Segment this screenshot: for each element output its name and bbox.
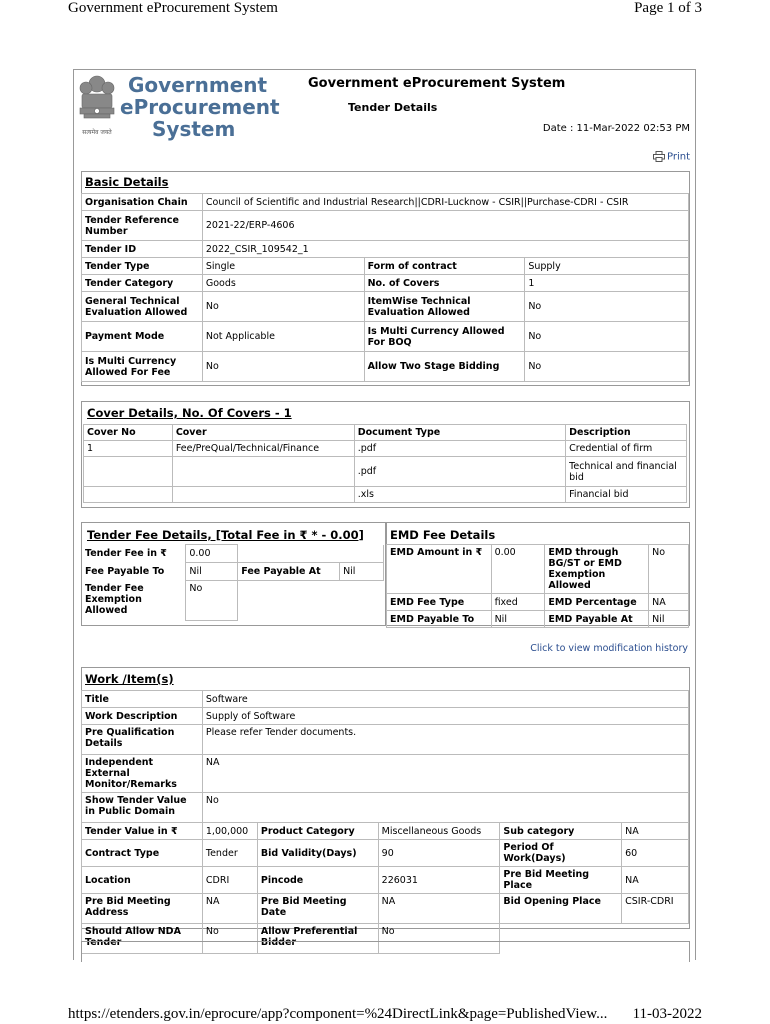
- tender-fee-label: Tender Fee in ₹: [85, 548, 167, 559]
- table-row: [84, 441, 687, 457]
- pincode-value: 226031: [378, 867, 500, 894]
- nda-value: No: [202, 924, 257, 954]
- fee-payable-to-label: Fee Payable To: [85, 566, 165, 577]
- show-value-label: Show Tender Value in Public Domain: [82, 793, 203, 823]
- emd-percentage-label: EMD Percentage: [545, 594, 649, 611]
- product-category-label: Product Category: [257, 823, 378, 840]
- logo-line-1: Government: [128, 73, 268, 97]
- cover-header-doctype: Document Type: [354, 425, 565, 441]
- no-covers-label: No. of Covers: [364, 275, 525, 292]
- payment-mode-label: Payment Mode: [82, 322, 203, 352]
- form-contract-value: Supply: [525, 258, 689, 275]
- fee-payable-at-label: Fee Payable At: [238, 563, 340, 581]
- tender-id-value: 2022_CSIR_109542_1: [202, 241, 688, 258]
- basic-details-table: [81, 193, 689, 382]
- tender-type-value: Single: [202, 258, 364, 275]
- cover-cell: Fee/PreQual/Technical/Finance: [172, 441, 354, 457]
- multi-currency-boq-value: No: [525, 322, 689, 352]
- gte-value: No: [202, 292, 364, 322]
- doc-type-cell: .pdf: [354, 441, 565, 457]
- print-footer-url: https://etenders.gov.in/eprocure/app?component=%24DirectLink&page=PublishedView...: [68, 1006, 608, 1022]
- fee-payable-to-value: Nil: [186, 563, 238, 581]
- prebid-place-label: Pre Bid Meeting Place: [500, 867, 622, 894]
- description-cell: Financial bid: [566, 487, 687, 503]
- emd-payable-to-label: EMD Payable To: [387, 611, 492, 628]
- tender-fee-title: Tender Fee Details, [Total Fee in ₹ * - 0.00]: [87, 528, 364, 542]
- iem-value: NA: [202, 755, 688, 793]
- tender-ref-value: 2021-22/ERP-4606: [202, 211, 688, 241]
- doc-type-cell: .xls: [354, 487, 565, 503]
- bid-opening-place-label: Bid Opening Place: [500, 894, 622, 924]
- multi-currency-boq-label: Is Multi Currency Allowed For BOQ: [364, 322, 525, 352]
- printer-icon: [653, 151, 665, 162]
- prebid-address-label: Pre Bid Meeting Address: [82, 894, 203, 924]
- fee-exemption-label: Tender Fee Exemption Allowed: [85, 582, 144, 616]
- prequal-label: Pre Qualification Details: [82, 725, 203, 755]
- nda-label: Should Allow NDA Tender: [82, 924, 203, 954]
- emd-fee-title: EMD Fee Details: [390, 528, 496, 542]
- cover-details-table: [83, 424, 687, 503]
- modification-history-link[interactable]: Click to view modification history: [530, 643, 688, 654]
- product-category-value: Miscellaneous Goods: [378, 823, 500, 840]
- bid-validity-value: 90: [378, 840, 500, 867]
- bid-opening-place-value: CSIR-CDRI: [622, 894, 689, 924]
- cover-header-cover: Cover: [172, 425, 354, 441]
- tender-type-label: Tender Type: [82, 258, 203, 275]
- no-covers-value: 1: [525, 275, 689, 292]
- iem-label: Independent External Monitor/Remarks: [82, 755, 203, 793]
- contract-type-value: Tender: [202, 840, 257, 867]
- next-section-box: [81, 941, 690, 962]
- emd-type-value: fixed: [491, 594, 545, 611]
- period-of-work-value: 60: [622, 840, 689, 867]
- tender-fee-value: 0.00: [186, 545, 238, 563]
- bid-validity-label: Bid Validity(Days): [257, 840, 378, 867]
- emd-fee-table: [386, 544, 689, 628]
- location-value: CDRI: [202, 867, 257, 894]
- fee-payable-at-value: Nil: [340, 563, 384, 581]
- report-date: Date : 11-Mar-2022 02:53 PM: [542, 123, 690, 134]
- sub-category-value: NA: [622, 823, 689, 840]
- emd-amount-label: EMD Amount in ₹: [387, 545, 492, 594]
- cover-cell: [172, 457, 354, 487]
- print-footer-date: 11-03-2022: [632, 1006, 702, 1022]
- work-desc-label: Work Description: [82, 708, 203, 725]
- prebid-address-value: NA: [202, 894, 257, 924]
- two-stage-value: No: [525, 352, 689, 382]
- emd-amount-value: 0.00: [491, 545, 545, 594]
- pincode-label: Pincode: [257, 867, 378, 894]
- itemwise-value: No: [525, 292, 689, 322]
- itemwise-label: ItemWise Technical Evaluation Allowed: [364, 292, 525, 322]
- prebid-date-label: Pre Bid Meeting Date: [257, 894, 378, 924]
- multi-currency-fee-value: No: [202, 352, 364, 382]
- portal-title: Government eProcurement System: [308, 76, 566, 91]
- period-of-work-label: Period Of Work(Days): [500, 840, 622, 867]
- work-desc-value: Supply of Software: [202, 708, 688, 725]
- tender-category-value: Goods: [202, 275, 364, 292]
- emd-type-label: EMD Fee Type: [387, 594, 492, 611]
- print-button[interactable]: [653, 151, 690, 163]
- logo-line-3: System: [152, 117, 236, 141]
- page-subtitle: Tender Details: [348, 101, 438, 114]
- show-value-value: No: [202, 793, 688, 823]
- tender-value-label: Tender Value in ₹: [82, 823, 203, 840]
- cover-no-cell: [84, 487, 173, 503]
- print-header-page: Page 1 of 3: [634, 0, 702, 16]
- logo-line-2: eProcurement: [120, 95, 280, 119]
- tender-value-value: 1,00,000: [202, 823, 257, 840]
- print-label: Print: [666, 151, 690, 163]
- payment-mode-value: Not Applicable: [202, 322, 364, 352]
- work-title-value: Software: [202, 691, 688, 708]
- emd-through-label: EMD through BG/ST or EMD Exemption Allowed: [545, 545, 649, 594]
- two-stage-label: Allow Two Stage Bidding: [364, 352, 525, 382]
- emd-payable-to-value: Nil: [491, 611, 545, 628]
- cover-no-cell: [84, 457, 173, 487]
- description-cell: Technical and financial bid: [566, 457, 687, 487]
- prebid-place-value: NA: [622, 867, 689, 894]
- gte-label: General Technical Evaluation Allowed: [82, 292, 203, 322]
- emd-through-value: No: [649, 545, 689, 594]
- portal-logo: [120, 74, 280, 140]
- preferential-bidder-label: Allow Preferential Bidder: [257, 924, 378, 954]
- table-row: [84, 457, 687, 487]
- org-chain-value: Council of Scientific and Industrial Research||CDRI-Lucknow - CSIR||Purchase-CDRI - CSIR: [202, 194, 688, 211]
- tender-ref-label: Tender Reference Number: [82, 211, 203, 241]
- form-contract-label: Form of contract: [364, 258, 525, 275]
- table-row: [84, 487, 687, 503]
- tender-fee-table: [82, 544, 384, 621]
- emd-percentage-value: NA: [649, 594, 689, 611]
- prebid-date-value: NA: [378, 894, 500, 924]
- emd-payable-at-label: EMD Payable At: [545, 611, 649, 628]
- cover-header-description: Description: [566, 425, 687, 441]
- location-label: Location: [82, 867, 203, 894]
- work-items-title: Work /Item(s): [85, 672, 174, 686]
- emd-payable-at-value: Nil: [649, 611, 689, 628]
- description-cell: Credential of firm: [566, 441, 687, 457]
- preferential-bidder-value: No: [378, 924, 500, 954]
- fee-exemption-value: No: [186, 581, 238, 621]
- print-header-title: Government eProcurement System: [68, 0, 278, 16]
- contract-type-label: Contract Type: [82, 840, 203, 867]
- work-items-table: [81, 690, 689, 954]
- prequal-value: Please refer Tender documents.: [202, 725, 688, 755]
- cover-header-no: Cover No: [84, 425, 173, 441]
- logo-motto: सत्यमेव जयते: [82, 129, 112, 136]
- work-title-label: Title: [82, 691, 203, 708]
- basic-details-title: Basic Details: [85, 175, 169, 189]
- org-chain-label: Organisation Chain: [82, 194, 203, 211]
- cover-no-cell: 1: [84, 441, 173, 457]
- sub-category-label: Sub category: [500, 823, 622, 840]
- cover-cell: [172, 487, 354, 503]
- cover-details-title: Cover Details, No. Of Covers - 1: [87, 406, 292, 420]
- doc-type-cell: .pdf: [354, 457, 565, 487]
- state-emblem-icon: [76, 72, 118, 144]
- tender-category-label: Tender Category: [82, 275, 203, 292]
- tender-id-label: Tender ID: [82, 241, 203, 258]
- multi-currency-fee-label: Is Multi Currency Allowed For Fee: [82, 352, 203, 382]
